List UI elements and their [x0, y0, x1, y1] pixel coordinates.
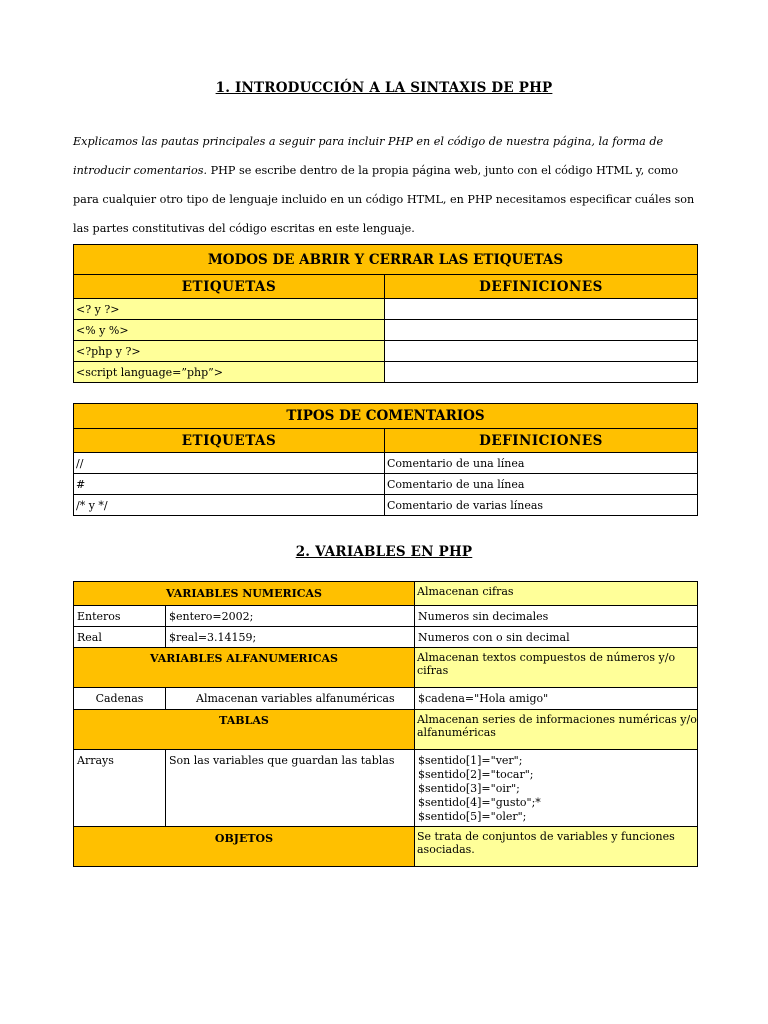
table-row	[74, 606, 698, 627]
code-line: $sentido[1]="ver";	[418, 754, 523, 767]
tags-table	[73, 244, 698, 383]
code-line: $sentido[4]="gusto";*	[418, 796, 541, 809]
var-description: Numeros con o sin decimal	[415, 627, 698, 648]
alpha-vars-desc: Almacenan textos compuestos de números y/o cifras	[415, 648, 698, 688]
tag-cell: /* y */	[74, 495, 385, 516]
table-row	[74, 495, 698, 516]
intro-plain-text: PHP se escribe dentro de la propia página web, junto con el código HTML y, como para cualquier otro tipo de lenguaje incluido en un código HTML, en PHP necesitamos especificar cuáles son las partes constitutivas del código escritas en este lenguaje.	[73, 164, 695, 235]
var-type-name: Enteros	[74, 606, 166, 627]
definition-cell: Comentario de una línea	[385, 453, 698, 474]
tables-vars-desc: Almacenan series de informaciones numéricas y/o alfanuméricas	[415, 710, 698, 750]
comments-table-header-tags: ETIQUETAS	[74, 429, 385, 453]
tag-cell: <?php y ?>	[74, 341, 385, 362]
table-row	[74, 750, 698, 827]
alpha-vars-title: VARIABLES ALFANUMERICAS	[74, 648, 415, 688]
code-line: $sentido[3]="oir";	[418, 782, 520, 795]
table-row	[74, 299, 698, 320]
table-row	[74, 341, 698, 362]
table-row	[74, 362, 698, 383]
var-type-name: Real	[74, 627, 166, 648]
var-type-name: Arrays	[74, 750, 166, 827]
tag-cell: <script language=”php”>	[74, 362, 385, 383]
objects-vars-title: OBJETOS	[74, 827, 415, 867]
var-example: $entero=2002;	[166, 606, 415, 627]
tags-table-header-tags: ETIQUETAS	[74, 275, 385, 299]
definition-cell: Comentario de una línea	[385, 474, 698, 495]
numeric-vars-desc: Almacenan cifras	[415, 582, 698, 606]
table-row	[74, 688, 698, 710]
tags-table-title: MODOS DE ABRIR Y CERRAR LAS ETIQUETAS	[74, 245, 698, 275]
table-row	[74, 320, 698, 341]
intro-italic-text: Explicamos las pautas principales a seguir para incluir PHP en el código de nuestra página, la forma de introducir comentarios.	[73, 135, 664, 177]
comments-table-title: TIPOS DE COMENTARIOS	[74, 404, 698, 429]
var-description: Numeros sin decimales	[415, 606, 698, 627]
tag-cell: <? y ?>	[74, 299, 385, 320]
tag-cell: //	[74, 453, 385, 474]
code-line: $sentido[5]="oler";	[418, 810, 527, 823]
var-example: $real=3.14159;	[166, 627, 415, 648]
var-example: $cadena="Hola amigo"	[415, 688, 698, 710]
comments-table	[73, 403, 698, 516]
var-description: Son las variables que guardan las tablas	[166, 750, 415, 827]
var-type-name: Cadenas	[74, 688, 166, 710]
tag-cell: #	[74, 474, 385, 495]
var-description: Almacenan variables alfanuméricas	[166, 688, 415, 710]
section-title-variables: 2. VARIABLES EN PHP	[295, 544, 473, 560]
numeric-vars-title: VARIABLES NUMERICAS	[74, 582, 415, 606]
definition-cell	[385, 341, 698, 362]
definition-cell: Comentario de varias líneas	[385, 495, 698, 516]
definition-cell	[385, 320, 698, 341]
definition-cell	[385, 362, 698, 383]
definition-cell	[385, 299, 698, 320]
table-row	[74, 474, 698, 495]
code-line: $sentido[2]="tocar";	[418, 768, 534, 781]
tables-vars-title: TABLAS	[74, 710, 415, 750]
comments-table-header-defs: DEFINICIONES	[385, 429, 698, 453]
section-title-intro: 1. INTRODUCCIÓN A LA SINTAXIS DE PHP	[215, 80, 553, 96]
intro-paragraph	[73, 127, 698, 243]
table-row	[74, 453, 698, 474]
tag-cell: <% y %>	[74, 320, 385, 341]
objects-vars-desc: Se trata de conjuntos de variables y funciones asociadas.	[415, 827, 698, 867]
table-row	[74, 627, 698, 648]
tags-table-header-defs: DEFINICIONES	[385, 275, 698, 299]
variables-table	[73, 581, 698, 867]
array-code-block	[415, 750, 698, 827]
